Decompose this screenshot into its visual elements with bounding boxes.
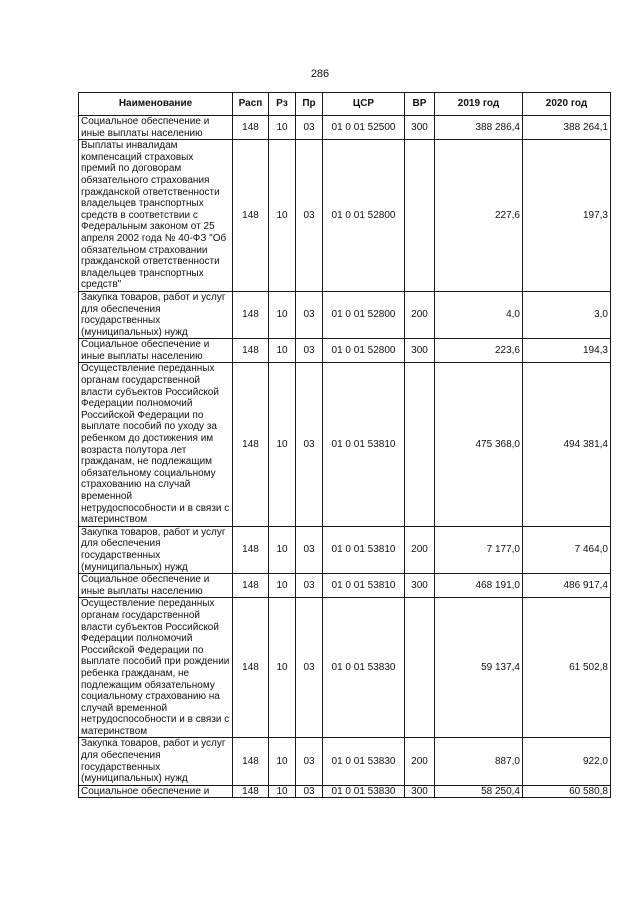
row-label: Социальное обеспечение и bbox=[81, 785, 210, 797]
cell-name bbox=[79, 526, 233, 573]
header-2020: 2020 год bbox=[523, 93, 611, 116]
cell-rasp: 148 bbox=[233, 116, 269, 140]
cell-2020: 486 917,4 bbox=[523, 574, 611, 598]
row-label: Социальное обеспечение и иные выплаты населению bbox=[81, 574, 210, 597]
table-row bbox=[79, 339, 611, 363]
cell-rasp: 148 bbox=[233, 738, 269, 785]
cell-rasp: 148 bbox=[233, 339, 269, 363]
page-number: 286 bbox=[310, 68, 330, 80]
cell-2020: 922,0 bbox=[523, 738, 611, 785]
cell-vr: 200 bbox=[405, 738, 435, 785]
cell-csr: 01 0 01 53830 bbox=[323, 785, 405, 798]
cell-2019: 7 177,0 bbox=[435, 526, 523, 573]
cell-name bbox=[79, 363, 233, 526]
cell-name bbox=[79, 140, 233, 292]
row-label: Выплаты инвалидам компенсаций страховых премий по договорам обязательного страхования гражданской ответственности владельцев транспортных средств в соответствии с Федеральным законом от 25 апреля 2002 года № 40-ФЗ "Об обязательном страховании гражданской ответственности владельцев транспортных средств" bbox=[81, 140, 227, 291]
cell-csr: 01 0 01 53810 bbox=[323, 574, 405, 598]
row-label: Закупка товаров, работ и услуг для обеспечения государственных (муниципальных) нужд bbox=[81, 526, 226, 573]
header-csr: ЦСР bbox=[323, 93, 405, 116]
header-rasp: Расп bbox=[233, 93, 269, 116]
table-row bbox=[79, 785, 611, 798]
cell-name bbox=[79, 116, 233, 140]
cell-pr: 03 bbox=[296, 526, 323, 573]
cell-2020: 494 381,4 bbox=[523, 363, 611, 526]
cell-vr bbox=[405, 598, 435, 738]
row-label: Социальное обеспечение и иные выплаты населению bbox=[81, 339, 210, 362]
table-row bbox=[79, 140, 611, 292]
cell-rz: 10 bbox=[269, 785, 296, 798]
cell-vr bbox=[405, 140, 435, 292]
cell-vr bbox=[405, 363, 435, 526]
table-row bbox=[79, 116, 611, 140]
cell-2019: 227,6 bbox=[435, 140, 523, 292]
cell-2020: 194,3 bbox=[523, 339, 611, 363]
cell-rasp: 148 bbox=[233, 291, 269, 338]
cell-2019: 475 368,0 bbox=[435, 363, 523, 526]
cell-csr: 01 0 01 52800 bbox=[323, 339, 405, 363]
cell-2019: 468 191,0 bbox=[435, 574, 523, 598]
cell-pr: 03 bbox=[296, 785, 323, 798]
header-vr: ВР bbox=[405, 93, 435, 116]
row-label: Закупка товаров, работ и услуг для обеспечения государственных (муниципальных) нужд bbox=[81, 738, 226, 785]
table-row bbox=[79, 291, 611, 338]
cell-vr: 300 bbox=[405, 339, 435, 363]
cell-rasp: 148 bbox=[233, 785, 269, 798]
table-header-row bbox=[79, 93, 611, 116]
cell-rasp: 148 bbox=[233, 140, 269, 292]
cell-vr: 200 bbox=[405, 291, 435, 338]
cell-rasp: 148 bbox=[233, 574, 269, 598]
cell-pr: 03 bbox=[296, 140, 323, 292]
cell-name bbox=[79, 339, 233, 363]
cell-rasp: 148 bbox=[233, 598, 269, 738]
cell-rasp: 148 bbox=[233, 363, 269, 526]
header-rz: Рз bbox=[269, 93, 296, 116]
table-row bbox=[79, 526, 611, 573]
cell-rz: 10 bbox=[269, 339, 296, 363]
cell-pr: 03 bbox=[296, 291, 323, 338]
cell-vr: 300 bbox=[405, 116, 435, 140]
cell-pr: 03 bbox=[296, 363, 323, 526]
cell-pr: 03 bbox=[296, 574, 323, 598]
cell-rasp: 148 bbox=[233, 526, 269, 573]
cell-rz: 10 bbox=[269, 526, 296, 573]
table-row bbox=[79, 738, 611, 785]
cell-2020: 197,3 bbox=[523, 140, 611, 292]
cell-pr: 03 bbox=[296, 116, 323, 140]
cell-2019: 59 137,4 bbox=[435, 598, 523, 738]
row-label: Осуществление переданных органам государственной власти субъектов Российской Федерации полномочий Российской Федерации по выплате пособий при рождении ребенка гражданам, не подлежащим обязательному социальному страхованию на случай временной нетрудоспособности и в связи с материнством bbox=[81, 598, 230, 737]
cell-csr: 01 0 01 53830 bbox=[323, 738, 405, 785]
cell-2020: 388 264,1 bbox=[523, 116, 611, 140]
row-label: Социальное обеспечение и иные выплаты населению bbox=[81, 116, 210, 139]
cell-rz: 10 bbox=[269, 291, 296, 338]
cell-2020: 3,0 bbox=[523, 291, 611, 338]
cell-pr: 03 bbox=[296, 738, 323, 785]
cell-csr: 01 0 01 53810 bbox=[323, 363, 405, 526]
row-label: Осуществление переданных органам государственной власти субъектов Российской Федерации полномочий Российской Федерации по выплате пособий по уходу за ребенком до достижения им возраста полутора лет гражданам, не подлежащим обязательному социальному страхованию на случай временной нетрудоспособности и в связи с материнством bbox=[81, 363, 230, 526]
budget-table bbox=[78, 92, 611, 798]
table-row bbox=[79, 363, 611, 526]
cell-rz: 10 bbox=[269, 738, 296, 785]
cell-2020: 7 464,0 bbox=[523, 526, 611, 573]
cell-name bbox=[79, 738, 233, 785]
cell-vr: 200 bbox=[405, 526, 435, 573]
cell-rz: 10 bbox=[269, 574, 296, 598]
cell-name bbox=[79, 291, 233, 338]
cell-2019: 223,6 bbox=[435, 339, 523, 363]
cell-csr: 01 0 01 52800 bbox=[323, 140, 405, 292]
cell-2019: 58 250,4 bbox=[435, 785, 523, 798]
table-row bbox=[79, 598, 611, 738]
cell-pr: 03 bbox=[296, 598, 323, 738]
table-body bbox=[79, 116, 611, 798]
cell-rz: 10 bbox=[269, 363, 296, 526]
cell-rz: 10 bbox=[269, 116, 296, 140]
table-row bbox=[79, 574, 611, 598]
cell-vr: 300 bbox=[405, 785, 435, 798]
cell-name bbox=[79, 574, 233, 598]
cell-csr: 01 0 01 52800 bbox=[323, 291, 405, 338]
header-name: Наименование bbox=[79, 93, 233, 116]
cell-pr: 03 bbox=[296, 339, 323, 363]
cell-csr: 01 0 01 52500 bbox=[323, 116, 405, 140]
cell-csr: 01 0 01 53830 bbox=[323, 598, 405, 738]
cell-2019: 388 286,4 bbox=[435, 116, 523, 140]
cell-2020: 60 580,8 bbox=[523, 785, 611, 798]
cell-vr: 300 bbox=[405, 574, 435, 598]
cell-name bbox=[79, 785, 233, 798]
cell-2019: 4,0 bbox=[435, 291, 523, 338]
row-label: Закупка товаров, работ и услуг для обеспечения государственных (муниципальных) нужд bbox=[81, 291, 226, 338]
header-pr: Пр bbox=[296, 93, 323, 116]
cell-2020: 61 502,8 bbox=[523, 598, 611, 738]
cell-name bbox=[79, 598, 233, 738]
cell-2019: 887,0 bbox=[435, 738, 523, 785]
header-2019: 2019 год bbox=[435, 93, 523, 116]
cell-csr: 01 0 01 53810 bbox=[323, 526, 405, 573]
cell-rz: 10 bbox=[269, 140, 296, 292]
cell-rz: 10 bbox=[269, 598, 296, 738]
